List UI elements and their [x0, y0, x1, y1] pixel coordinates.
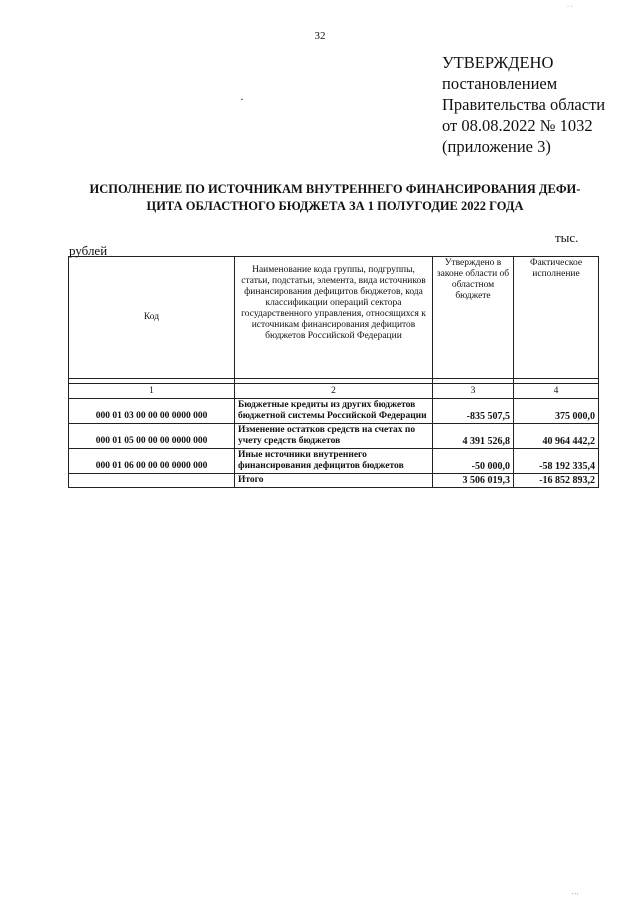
total-label: Итого: [235, 474, 433, 488]
row-name: Иные источники внутреннего финансирования дефицитов бюджетов: [235, 449, 433, 474]
financing-sources-table: [68, 256, 599, 488]
approval-line: постановлением: [442, 74, 558, 93]
column-number: 1: [69, 384, 235, 399]
header-code: Код: [69, 257, 235, 379]
column-number: 3: [433, 384, 514, 399]
approval-stamp: [442, 52, 605, 157]
table-row: [69, 424, 599, 449]
header-name: Наименование кода группы, подгруппы, статьи, подстатьи, элемента, вида источников финансирования дефицитов бюджетов, кода классификации операций сектора государственного управления, относящихся к источникам финансирования дефицитов бюджетов Российской Федерации: [235, 257, 433, 379]
column-number: 4: [514, 384, 599, 399]
approval-line: УТВЕРЖДЕНО: [442, 53, 554, 72]
total-approved: 3 506 019,3: [433, 474, 514, 488]
units-label-part2: рублей: [69, 243, 108, 258]
title-line: ЦИТА ОБЛАСТНОГО БЮДЖЕТА ЗА 1 ПОЛУГОДИЕ 2022 ГОДА: [146, 199, 524, 213]
total-actual: -16 852 893,2: [514, 474, 599, 488]
total-code-cell: [69, 474, 235, 488]
row-name: Изменение остатков средств на счетах по учету средств бюджетов: [235, 424, 433, 449]
title-line: ИСПОЛНЕНИЕ ПО ИСТОЧНИКАМ ВНУТРЕННЕГО ФИНАНСИРОВАНИЯ ДЕФИ-: [89, 182, 581, 196]
row-actual: 375 000,0: [514, 399, 599, 424]
header-actual: Фактическое исполнение: [514, 257, 599, 379]
column-number: 2: [235, 384, 433, 399]
approval-line: (приложение 3): [442, 137, 551, 156]
row-actual: -58 192 335,4: [514, 449, 599, 474]
row-code: 000 01 06 00 00 00 0000 000: [69, 449, 235, 474]
approval-line: Правительства области: [442, 95, 606, 114]
row-code: 000 01 03 00 00 00 0000 000: [69, 399, 235, 424]
units-label-part1: тыс.: [555, 230, 579, 245]
row-actual: 40 964 442,2: [514, 424, 599, 449]
row-code: 000 01 05 00 00 00 0000 000: [69, 424, 235, 449]
scan-artifact: · ·: [567, 4, 573, 10]
row-name: Бюджетные кредиты из других бюджетов бюджетной системы Российской Федерации: [235, 399, 433, 424]
header-approved: Утверждено в законе области об областном бюджете: [433, 257, 514, 379]
page-number: 32: [314, 30, 326, 42]
total-row: [69, 474, 599, 488]
row-approved: 4 391 526,8: [433, 424, 514, 449]
stray-dot: ·: [240, 92, 244, 106]
row-approved: -835 507,5: [433, 399, 514, 424]
scan-artifact: ' ' ': [572, 893, 579, 899]
column-number-row: [69, 384, 599, 399]
row-approved: -50 000,0: [433, 449, 514, 474]
table-header-row: [69, 257, 599, 379]
document-title: [80, 181, 590, 215]
table-row: [69, 399, 599, 424]
table-row: [69, 449, 599, 474]
approval-line: от 08.08.2022 № 1032: [442, 116, 593, 135]
